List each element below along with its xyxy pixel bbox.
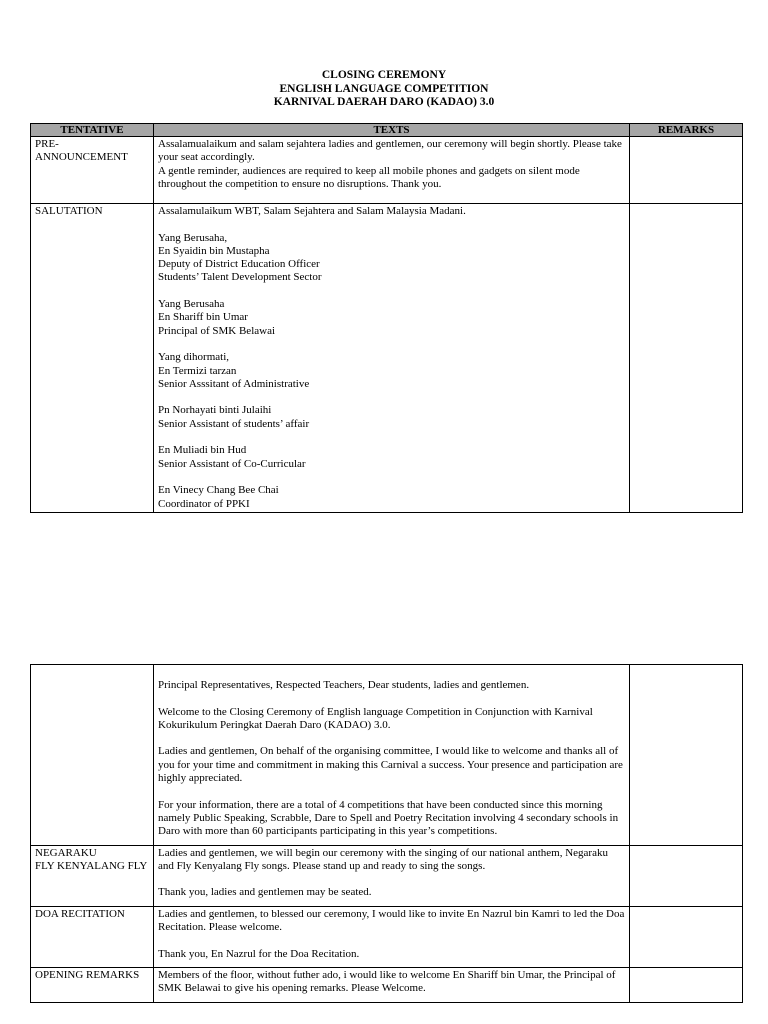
text-paragraph: For your information, there are a total of 4 competitions that have been conducted since this morning namely Public Speaking, Scrabble, Dare to Spell and Poetry Recitation involving 4 secondary schools in Daro with more than 60 participants participating in this year’s competitions. (158, 798, 619, 838)
remarks-cell (630, 967, 743, 1002)
column-header-remarks: REMARKS (630, 124, 743, 137)
text-line: Yang dihormati, (158, 351, 229, 364)
table-row-opening-remarks (31, 967, 743, 1002)
tentative-table-2 (30, 664, 743, 1003)
table-row-pre-announcement (31, 137, 743, 204)
text-paragraph: A gentle reminder, audiences are required to keep all mobile phones and gadgets on silent mode throughout the competition to ensure no disruptions. Thank you. (158, 164, 580, 190)
header-subtitle: ENGLISH LANGUAGE COMPETITION (279, 82, 489, 95)
column-header-texts: TEXTS (154, 124, 630, 137)
texts-cell (154, 665, 630, 846)
text-line: Students’ Talent Development Sector (158, 271, 322, 284)
salutation-block (158, 351, 625, 391)
text-line: Senior Assistant of students’ affair (158, 417, 310, 430)
tentative-cell: SALUTATION (31, 204, 154, 513)
table-row-welcome (31, 665, 743, 846)
remarks-cell (630, 204, 743, 513)
tentative-table-1 (30, 123, 743, 513)
tentative-cell: NEGARAKU FLY KENYALANG FLY (31, 845, 154, 906)
remarks-cell (630, 137, 743, 204)
text-paragraph: Thank you, ladies and gentlemen may be seated. (158, 886, 372, 899)
remarks-cell (630, 665, 743, 846)
column-header-tentative: TENTATIVE (31, 124, 154, 137)
text-paragraph: Ladies and gentlemen, On behalf of the organising committee, I would like to welcome and thanks all of you for your time and commitment in making this Carnival a success. Your presence and participation are highly appreciated. (158, 745, 623, 785)
text-line: Pn Norhayati binti Julaihi (158, 404, 272, 417)
salutation-block (158, 298, 625, 338)
text-line: Senior Asssitant of Administrative (158, 377, 310, 390)
tentative-cell: PRE- ANNOUNCEMENT (31, 137, 154, 204)
salutation-block (158, 444, 625, 471)
document-header (0, 69, 768, 110)
text-line: Coordinator of PPKI (158, 497, 250, 510)
text-paragraph: Welcome to the Closing Ceremony of English language Competition in Conjunction with Karnival Kokurikulum Peringkat Daerah Daro (KADAO) 3.0. (158, 705, 593, 731)
table-row-doa-recitation (31, 906, 743, 967)
tentative-cell (31, 665, 154, 846)
text-paragraph: Assalamualaikum and salam sejahtera ladies and gentlemen, our ceremony will begin shortly. Please take your seat accordingly. (158, 138, 622, 164)
texts-cell (154, 906, 630, 967)
text-line: En Syaidin bin Mustapha (158, 244, 270, 257)
text-paragraph: Ladies and gentlemen, to blessed our ceremony, I would like to invite En Nazrul bin Kamri to led the Doa Recitation. Please welcome. (158, 907, 625, 934)
text-line: Assalamulaikum WBT, Salam Sejahtera and Salam Malaysia Madani. (158, 205, 466, 217)
table-header-row (31, 124, 743, 137)
salutation-block (158, 232, 625, 285)
header-title: CLOSING CEREMONY (321, 69, 447, 81)
text-line: Principal of SMK Belawai (158, 324, 276, 337)
text-line: En Muliadi bin Hud (158, 444, 247, 457)
tentative-cell: DOA RECITATION (31, 906, 154, 967)
remarks-cell (630, 845, 743, 906)
tentative-cell: OPENING REMARKS (31, 967, 154, 1002)
salutation-block (158, 484, 625, 511)
text-paragraph: Principal Representatives, Respected Teachers, Dear students, ladies and gentlemen. (158, 679, 530, 691)
text-line: Yang Berusaha, (158, 231, 228, 244)
texts-cell (154, 845, 630, 906)
text-line: En Vinecy Chang Bee Chai (158, 484, 279, 497)
text-line: Yang Berusaha (158, 298, 225, 311)
text-paragraph: Members of the floor, without futher ado, i would like to welcome En Shariff bin Umar, the Principal of SMK Belawai to give his opening remarks. Please Welcome. (158, 968, 616, 995)
text-paragraph: Ladies and gentlemen, we will begin our ceremony with the singing of our national anthem, Negaraku and Fly Kenyalang Fly songs. Please stand up and ready to sing the songs. (158, 846, 608, 872)
salutation-block (158, 205, 625, 218)
text-line: En Termizi tarzan (158, 364, 237, 377)
texts-cell (154, 204, 630, 513)
table-row-negaraku (31, 845, 743, 906)
header-event: KARNIVAL DAERAH DARO (KADAO) 3.0 (273, 96, 495, 108)
texts-cell (154, 967, 630, 1002)
salutation-block (158, 404, 625, 431)
text-line: Deputy of District Education Officer (158, 258, 320, 271)
texts-cell (154, 137, 630, 204)
text-line: En Shariff bin Umar (158, 311, 248, 324)
remarks-cell (630, 906, 743, 967)
text-line: Senior Assistant of Co-Curricular (158, 457, 306, 470)
table-row-salutation (31, 204, 743, 513)
text-paragraph: Thank you, En Nazrul for the Doa Recitation. (158, 947, 360, 960)
